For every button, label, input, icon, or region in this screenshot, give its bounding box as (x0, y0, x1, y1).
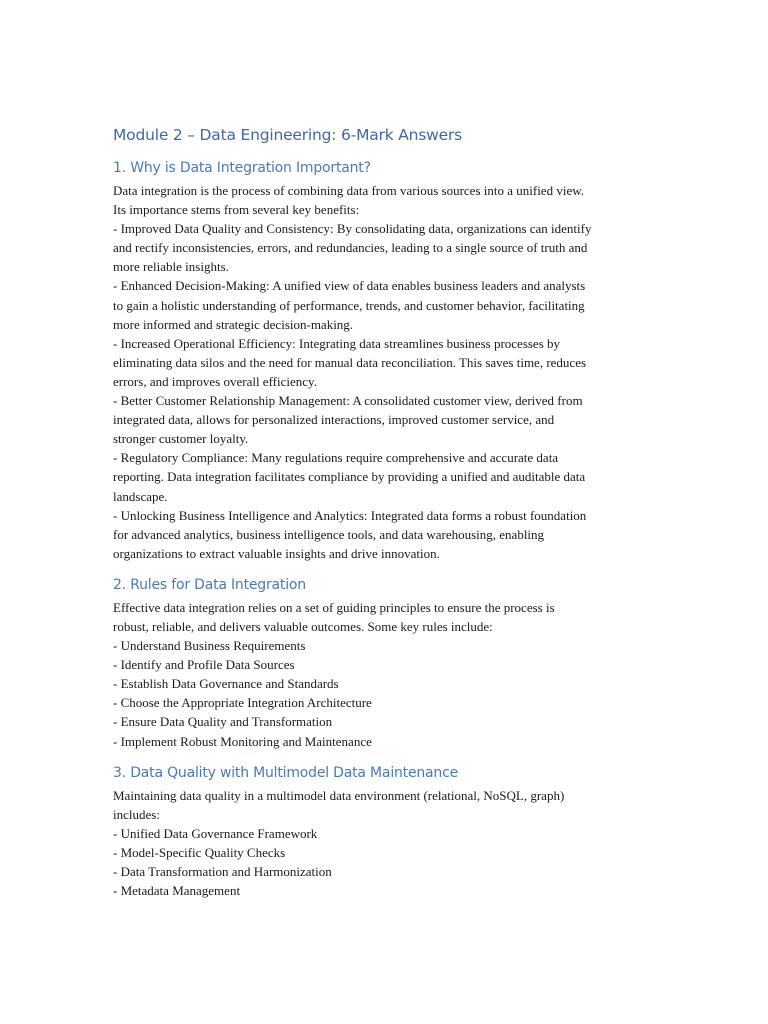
text-line: includes: (113, 806, 160, 822)
text-line: to gain a holistic understanding of performance, trends, and customer behavior, facilitating (113, 297, 585, 313)
section-1 (113, 157, 658, 563)
section-body (113, 786, 658, 901)
text-line: Effective data integration relies on a set of guiding principles to ensure the process is (113, 599, 555, 615)
list-item: - Unified Data Governance Framework (113, 825, 318, 841)
text-line: Maintaining data quality in a multimodel data environment (relational, NoSQL, graph) (113, 787, 565, 803)
section-3 (113, 762, 658, 901)
text-line: - Better Customer Relationship Management: A consolidated customer view, derived from (113, 393, 583, 409)
text-line: - Enhanced Decision-Making: A unified view of data enables business leaders and analysts (113, 278, 586, 294)
list-item: - Model-Specific Quality Checks (113, 844, 286, 860)
list-item: - Implement Robust Monitoring and Maintenance (113, 733, 372, 749)
text-line: - Increased Operational Efficiency: Integrating data streamlines business processes by (113, 335, 561, 351)
text-line: integrated data, allows for personalized interactions, improved customer service, and (113, 412, 555, 428)
list-item: - Metadata Management (113, 883, 241, 899)
text-line: robust, reliable, and delivers valuable outcomes. Some key rules include: (113, 618, 493, 634)
list-item: - Identify and Profile Data Sources (113, 657, 295, 673)
list-item: - Ensure Data Quality and Transformation (113, 714, 333, 730)
text-line: - Regulatory Compliance: Many regulations require comprehensive and accurate data (113, 450, 559, 466)
section-2 (113, 574, 658, 751)
list-item: - Data Transformation and Harmonization (113, 864, 332, 879)
list-item: - Choose the Appropriate Integration Architecture (113, 695, 372, 711)
text-line: Its importance stems from several key benefits: (113, 202, 360, 218)
section-body (113, 598, 658, 751)
text-line: eliminating data silos and the need for manual data reconciliation. This saves time, reduces (113, 354, 587, 370)
list-item: - Establish Data Governance and Standards (113, 676, 339, 692)
text-line: more informed and strategic decision-making. (113, 316, 354, 332)
text-line: reporting. Data integration facilitates compliance by providing a unified and auditable data (113, 469, 586, 485)
section-heading: 3. Data Quality with Multimodel Data Maintenance (113, 764, 459, 781)
text-line: Data integration is the process of combining data from various sources into a unified view. (113, 183, 585, 198)
text-line: more reliable insights. (113, 259, 229, 275)
text-line: and rectify inconsistencies, errors, and redundancies, leading to a single source of truth and (113, 240, 588, 256)
text-line: organizations to extract valuable insights and drive innovation. (113, 545, 440, 561)
text-line: - Unlocking Business Intelligence and Analytics: Integrated data forms a robust foundation (113, 507, 587, 523)
text-line: errors, and improves overall efficiency. (113, 373, 317, 389)
document-title: Module 2 – Data Engineering: 6-Mark Answers (113, 126, 463, 144)
section-heading: 2. Rules for Data Integration (113, 576, 306, 593)
section-body (113, 181, 658, 563)
text-line: landscape. (113, 488, 168, 504)
list-item: - Understand Business Requirements (113, 638, 306, 654)
text-line: stronger customer loyalty. (113, 431, 249, 447)
text-line: for advanced analytics, business intelligence tools, and data warehousing, enabling (113, 526, 545, 542)
section-heading: 1. Why is Data Integration Important? (113, 160, 371, 176)
text-line: - Improved Data Quality and Consistency: By consolidating data, organizations can identify (113, 221, 592, 237)
